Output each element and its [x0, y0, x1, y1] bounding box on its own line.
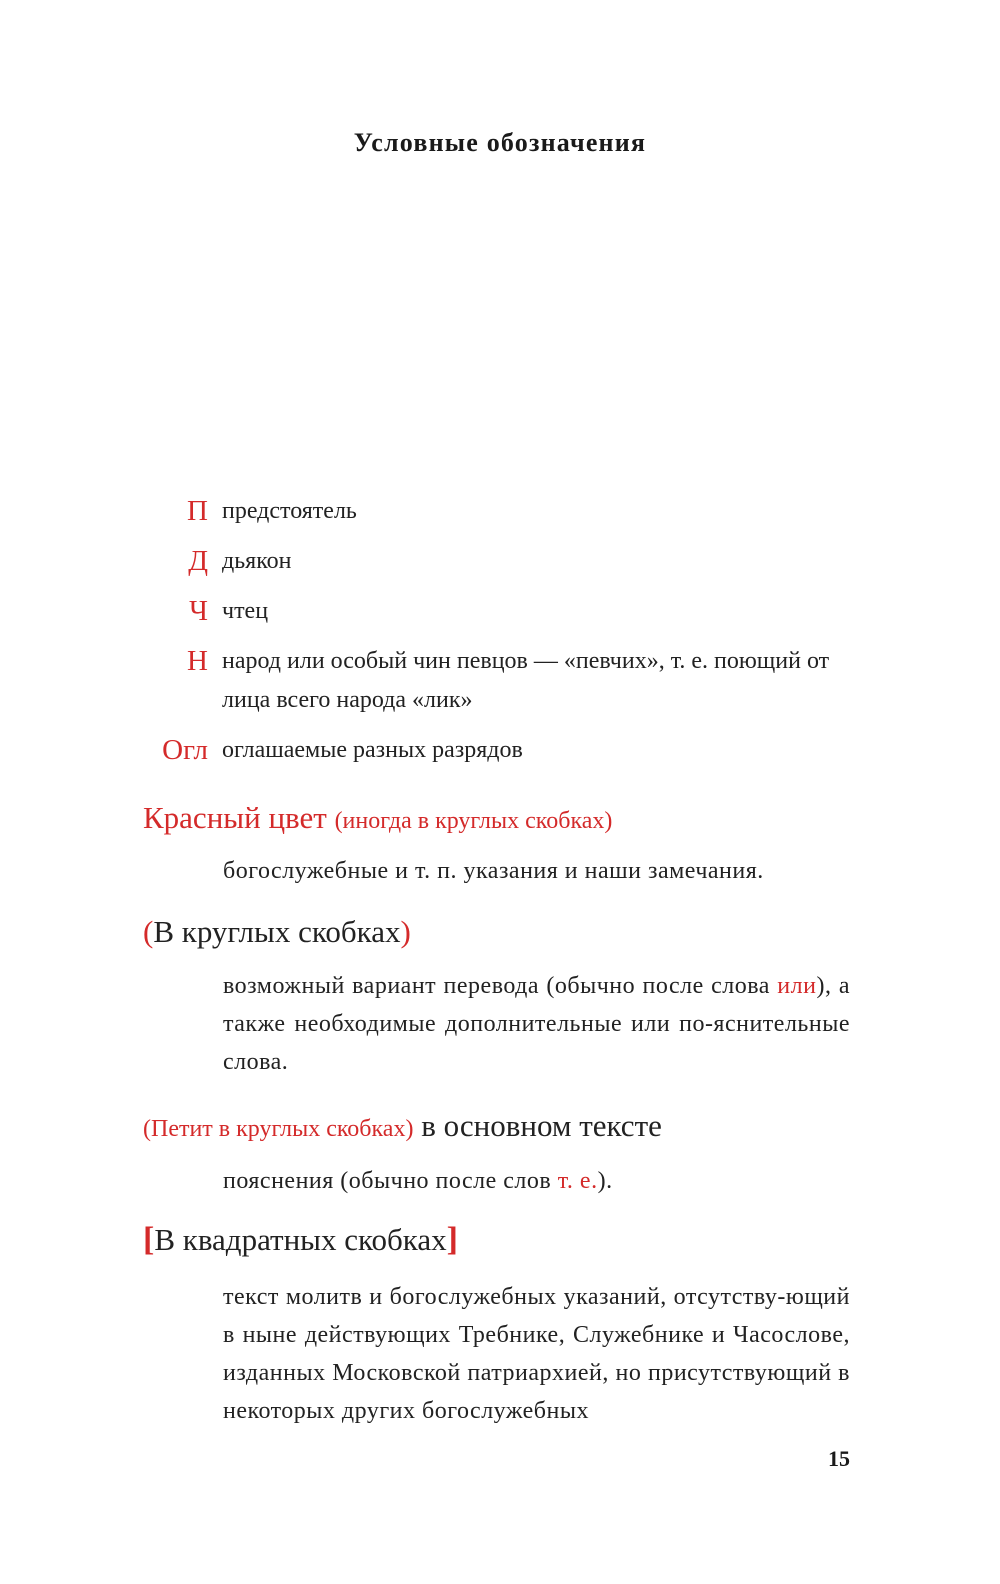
section-heading — [143, 1220, 850, 1260]
abbreviation-definition: оглашаемые разных разрядов — [222, 737, 523, 763]
abbreviation-item — [140, 492, 860, 531]
heading-text: в основном тексте — [421, 1108, 662, 1143]
square-brackets-section — [143, 1220, 850, 1430]
close-bracket: ) — [400, 914, 411, 949]
close-bracket: ] — [446, 1221, 458, 1258]
abbreviation-key: Ч — [189, 595, 208, 627]
abbreviation-definition: чтец — [222, 598, 269, 624]
page-title: Условные обозначения — [353, 128, 647, 157]
abbreviation-definition: народ или особый чин певцов — «певчих», т. е. поющий от лица всего народа «лик» — [222, 648, 830, 713]
heading-text: В круглых скобках — [153, 914, 401, 949]
red-color-section — [143, 798, 850, 890]
open-bracket: [ — [143, 1221, 155, 1258]
red-word: т. е. — [557, 1168, 598, 1194]
heading-text: В квадратных скобках — [154, 1222, 447, 1257]
abbreviation-item — [140, 642, 860, 720]
text-part: ). — [597, 1168, 613, 1194]
abbreviation-key: П — [187, 495, 208, 527]
heading-red-text: Красный цвет — [143, 800, 327, 835]
text-part: ), а также необходимые дополнительные или по-яснительные слова. — [223, 973, 850, 1075]
abbreviation-item — [140, 592, 860, 631]
heading-red-text: (Петит в круглых скобках) — [143, 1116, 414, 1142]
abbreviation-key: Н — [187, 645, 208, 677]
section-heading — [143, 798, 850, 841]
abbreviation-list — [140, 492, 860, 781]
abbreviation-key: Огл — [162, 734, 208, 766]
heading-note: (иногда в круглых скобках) — [334, 808, 613, 834]
abbreviation-key: Д — [188, 545, 208, 577]
section-heading — [143, 1106, 850, 1149]
section-text: богослужебные и т. п. указания и наши замечания. — [223, 858, 764, 884]
section-text — [223, 1162, 850, 1200]
abbreviation-definition: предстоятель — [222, 498, 357, 524]
open-bracket: ( — [143, 914, 154, 949]
red-word: или — [777, 973, 817, 999]
page-number: 15 — [828, 1446, 850, 1471]
abbreviation-definition: дьякон — [222, 548, 292, 574]
petit-section — [143, 1106, 850, 1200]
section-text: текст молитв и богослужебных указаний, отсутству-ющий в ныне действующих Требнике, Служебнике и Часослове, изданных Московской патриархией, но присутствующий в некоторых других богослужебных — [223, 1284, 850, 1424]
section-text — [223, 967, 850, 1081]
round-brackets-section — [143, 912, 850, 1081]
abbreviation-item — [140, 542, 860, 581]
abbreviation-item — [140, 731, 860, 770]
section-heading — [143, 912, 850, 952]
text-part: возможный вариант перевода (обычно после слова — [223, 973, 778, 999]
text-part: пояснения (обычно после слов — [223, 1168, 558, 1194]
